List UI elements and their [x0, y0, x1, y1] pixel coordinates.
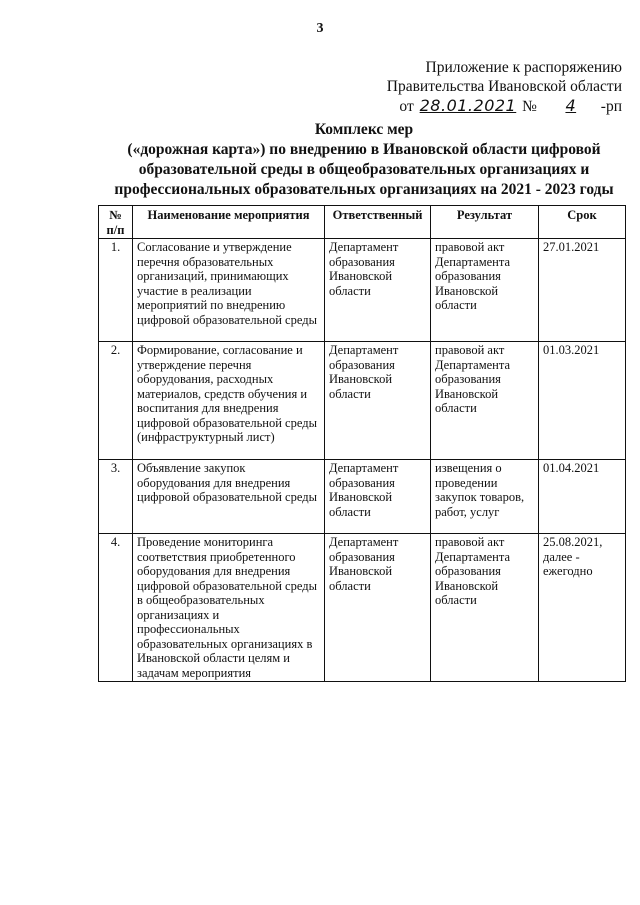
roadmap-table: [98, 205, 626, 682]
appendix-line-1: Приложение к распоряжению: [425, 59, 622, 76]
number-suffix: -рп: [600, 98, 622, 115]
header-name: Наименование мероприятия: [133, 206, 325, 239]
header-num-line-1: №: [109, 208, 122, 222]
appendix-line-3: [387, 96, 622, 116]
header-term: Срок: [539, 206, 626, 239]
row-term: 01.03.2021: [539, 342, 626, 460]
page-number: 3: [316, 21, 324, 36]
row-result: правовой акт Департамента образования Ивановской области: [431, 534, 539, 682]
row-term: 25.08.2021, далее - ежегодно: [539, 534, 626, 682]
row-name: Проведение мониторинга соответствия приобретенного оборудования для внедрения цифровой образовательной среды в общеобразовательных организациях и профессиональных образовательных организациях в Ивановской области целям и задачам мероприятия: [133, 534, 325, 682]
row-term: 01.04.2021: [539, 460, 626, 534]
row-num: 4.: [99, 534, 133, 682]
table-row: [99, 460, 626, 534]
title-line-4: профессиональных образовательных организациях на 2021 - 2023 годы: [114, 181, 614, 198]
row-responsible: Департамент образования Ивановской области: [325, 342, 431, 460]
header-num-line-2: п/п: [106, 222, 125, 237]
title-line-1: Комплекс мер: [314, 121, 414, 138]
handwritten-number: 4: [565, 96, 577, 115]
number-prefix: №: [522, 98, 537, 115]
row-name: Формирование, согласование и утверждение перечня оборудования, расходных материалов, средств обучения и воспитания для внедрения цифровой образовательной среды (инфраструктурный лист): [133, 342, 325, 460]
table-row: [99, 534, 626, 682]
appendix-line-2: Правительства Ивановской области: [386, 78, 622, 95]
title-line-2: («дорожная карта») по внедрению в Ивановской области цифровой: [127, 141, 601, 158]
appendix-header: [387, 58, 622, 116]
row-num: 2.: [99, 342, 133, 460]
handwritten-date: 28.01.2021: [419, 96, 517, 115]
header-responsible: Ответственный: [325, 206, 431, 239]
row-term: 27.01.2021: [539, 239, 626, 342]
row-result: правовой акт Департамента образования Ивановской области: [431, 239, 539, 342]
row-responsible: Департамент образования Ивановской области: [325, 239, 431, 342]
row-responsible: Департамент образования Ивановской области: [325, 460, 431, 534]
row-num: 1.: [99, 239, 133, 342]
row-name: Согласование и утверждение перечня образовательных организаций, принимающих участие в реализации мероприятий по внедрению цифровой образовательной среды: [133, 239, 325, 342]
document-title: [96, 120, 632, 200]
table-row: [99, 342, 626, 460]
table-row: [99, 239, 626, 342]
row-result: извещения о проведении закупок товаров, работ, услуг: [431, 460, 539, 534]
title-line-3: образовательной среды в общеобразовательных организациях и: [138, 161, 590, 178]
row-result: правовой акт Департамента образования Ивановской области: [431, 342, 539, 460]
header-result: Результат: [431, 206, 539, 239]
row-num: 3.: [99, 460, 133, 534]
date-prefix: от: [399, 98, 414, 115]
row-responsible: Департамент образования Ивановской области: [325, 534, 431, 682]
header-num: [99, 206, 133, 239]
table-header-row: [99, 206, 626, 239]
row-name: Объявление закупок оборудования для внедрения цифровой образовательной среды: [133, 460, 325, 534]
